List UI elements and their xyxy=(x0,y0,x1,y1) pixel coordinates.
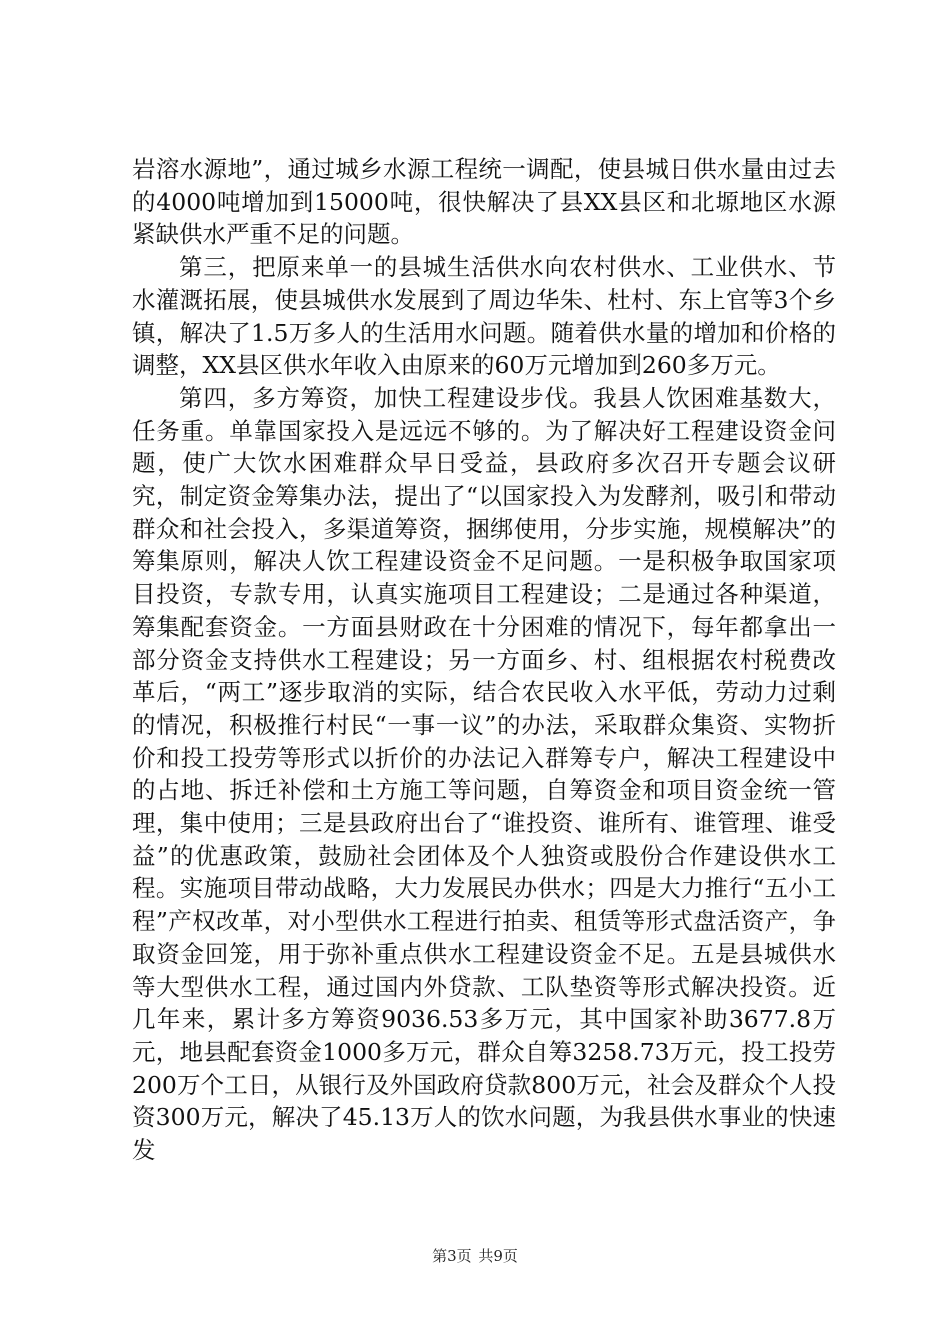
page-footer xyxy=(0,1245,950,1266)
page-number: 第3页 xyxy=(432,1247,472,1265)
paragraph-fourth-point: 第四，多方筹资，加快工程建设步伐。我县人饮困难基数大，任务重。单靠国家投入是远远不够的。为了解决好工程建设资金问题，使广大饮水困难群众早日受益，县政府多次召开专题会议研究，制定资金筹集办法，提出了“以国家投入为发酵剂，吸引和带动群众和社会投入，多渠道筹资，捆绑使用，分步实施，规模解决”的筹集原则，解决人饮工程建设资金不足问题。一是积极争取国家项目投资，专款专用，认真实施项目工程建设；二是通过各种渠道，筹集配套资金。一方面县财政在十分困难的情况下，每年都拿出一部分资金支持供水工程建设；另一方面乡、村、组根据农村税费改革后，“两工”逐步取消的实际，结合农民收入水平低，劳动力过剩的情况，积极推行村民“一事一议”的办法，采取群众集资、实物折价和投工投劳等形式以折价的办法记入群筹专户，解决工程建设中的占地、拆迁补偿和土方施工等问题，自筹资金和项目资金统一管理，集中使用；三是县政府出台了“谁投资、谁所有、谁管理、谁受益”的优惠政策，鼓励社会团体及个人独资或股份合作建设供水工程。实施项目带动战略，大力发展民办供水；四是大力推行“五小工程”产权改革，对小型供水工程进行拍卖、租赁等形式盘活资产，争取资金回笼，用于弥补重点供水工程建设资金不足。五是县城供水等大型供水工程，通过国内外贷款、工队垫资等形式解决投资。近几年来，累计多方筹资9036.53多万元，其中国家补助3677.8万元，地县配套资金1000多万元，群众自筹3258.73万元，投工投劳200万个工日，从银行及外国政府贷款800万元，社会及群众个人投资300万元，解决了45.13万人的饮水问题，为我县供水事业的快速发 xyxy=(132,383,836,1165)
paragraph-continued: 岩溶水源地”，通过城乡水源工程统一调配，使县城日供水量由过去的4000吨增加到15000吨，很快解决了县XX县区和北塬地区水源紧缺供水严重不足的问题。 xyxy=(132,155,836,249)
paragraph-third-point: 第三，把原来单一的县城生活供水向农村供水、工业供水、节水灌溉拓展，使县城供水发展到了周边华朱、杜村、东上官等3个乡镇，解决了1.5万多人的生活用水问题。随着供水量的增加和价格的调整，XX县区供水年收入由原来的60万元增加到260多万元。 xyxy=(132,253,836,380)
document-body xyxy=(132,153,836,1167)
page-total: 共9页 xyxy=(478,1247,518,1265)
